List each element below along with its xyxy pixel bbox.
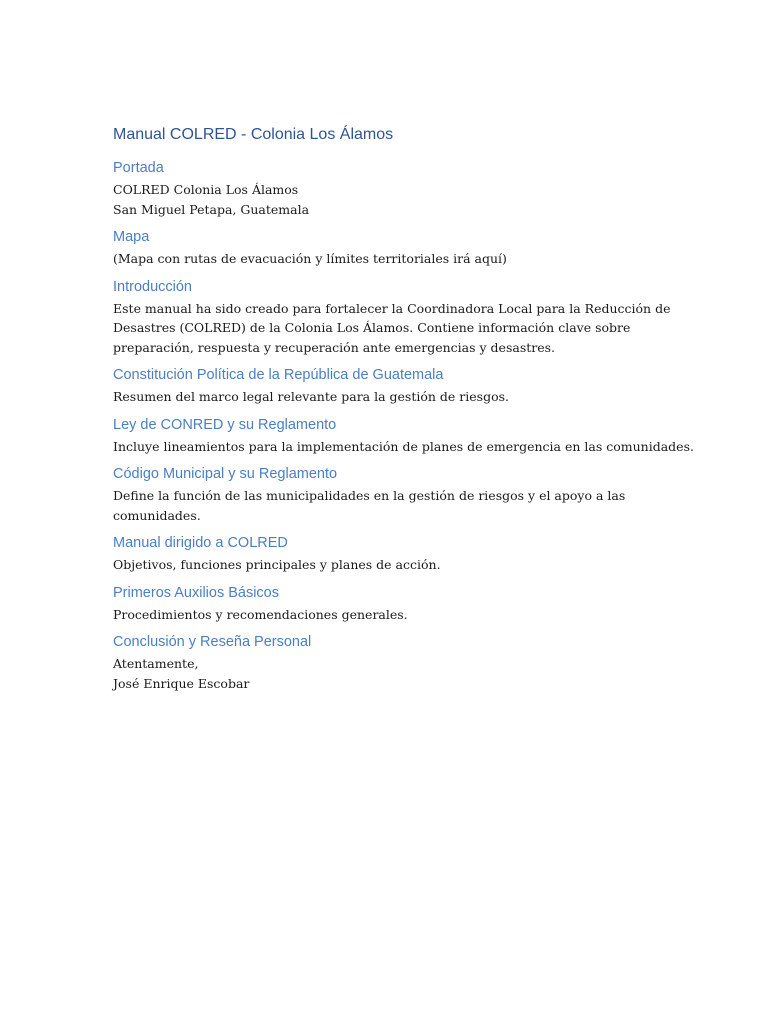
signoff-line: Atentamente, [113, 656, 199, 671]
body-line: Incluye lineamientos para la implementación de planes de emergencia en las comunidades. [113, 438, 694, 454]
document-page [113, 124, 694, 701]
section-heading: Constitución Política de la República de Guatemala [113, 367, 444, 383]
section-constitucion [113, 365, 673, 407]
section-heading: Código Municipal y su Reglamento [113, 466, 338, 482]
body-line: Objetivos, funciones principales y planes de acción. [113, 557, 441, 572]
section-codigo-municipal [113, 464, 673, 525]
section-heading: Manual dirigido a COLRED [113, 535, 288, 551]
body-line: Desastres (COLRED) de la Colonia Los Álamos. Contiene información clave sobre [113, 320, 631, 335]
body-line: Resumen del marco legal relevante para la gestión de riesgos. [113, 389, 509, 404]
section-heading: Primeros Auxilios Básicos [113, 584, 279, 601]
document-title: Manual COLRED - Colonia Los Álamos [113, 126, 394, 143]
body-line: preparación, respuesta y recuperación ante emergencias y desastres. [113, 339, 556, 355]
section-heading: Mapa [113, 229, 150, 245]
section-heading: Ley de CONRED y su Reglamento [113, 416, 337, 433]
body-line: San Miguel Petapa, Guatemala [113, 201, 310, 217]
section-portada [113, 158, 673, 219]
body-line: Este manual ha sido creado para fortalecer la Coordinadora Local para la Reducción de [113, 300, 671, 316]
section-heading: Portada [113, 160, 164, 176]
section-heading: Conclusión y Reseña Personal [113, 634, 312, 650]
section-introduccion [113, 277, 673, 358]
section-heading: Introducción [113, 278, 192, 295]
section-mapa [113, 227, 673, 269]
section-manual-colred [113, 533, 673, 575]
body-line: Define la función de las municipalidades en la gestión de riesgos y el apoyo a las [113, 488, 626, 503]
signature-name: José Enrique Escobar [113, 675, 250, 691]
section-conclusion [113, 632, 673, 693]
body-line: Procedimientos y recomendaciones generales. [113, 606, 408, 622]
body-line: COLRED Colonia Los Álamos [113, 182, 299, 197]
body-line: comunidades. [113, 507, 201, 523]
section-primeros-auxilios [113, 583, 673, 625]
section-ley-conred [113, 415, 694, 457]
body-line: (Mapa con rutas de evacuación y límites territoriales irá aquí) [113, 251, 507, 266]
